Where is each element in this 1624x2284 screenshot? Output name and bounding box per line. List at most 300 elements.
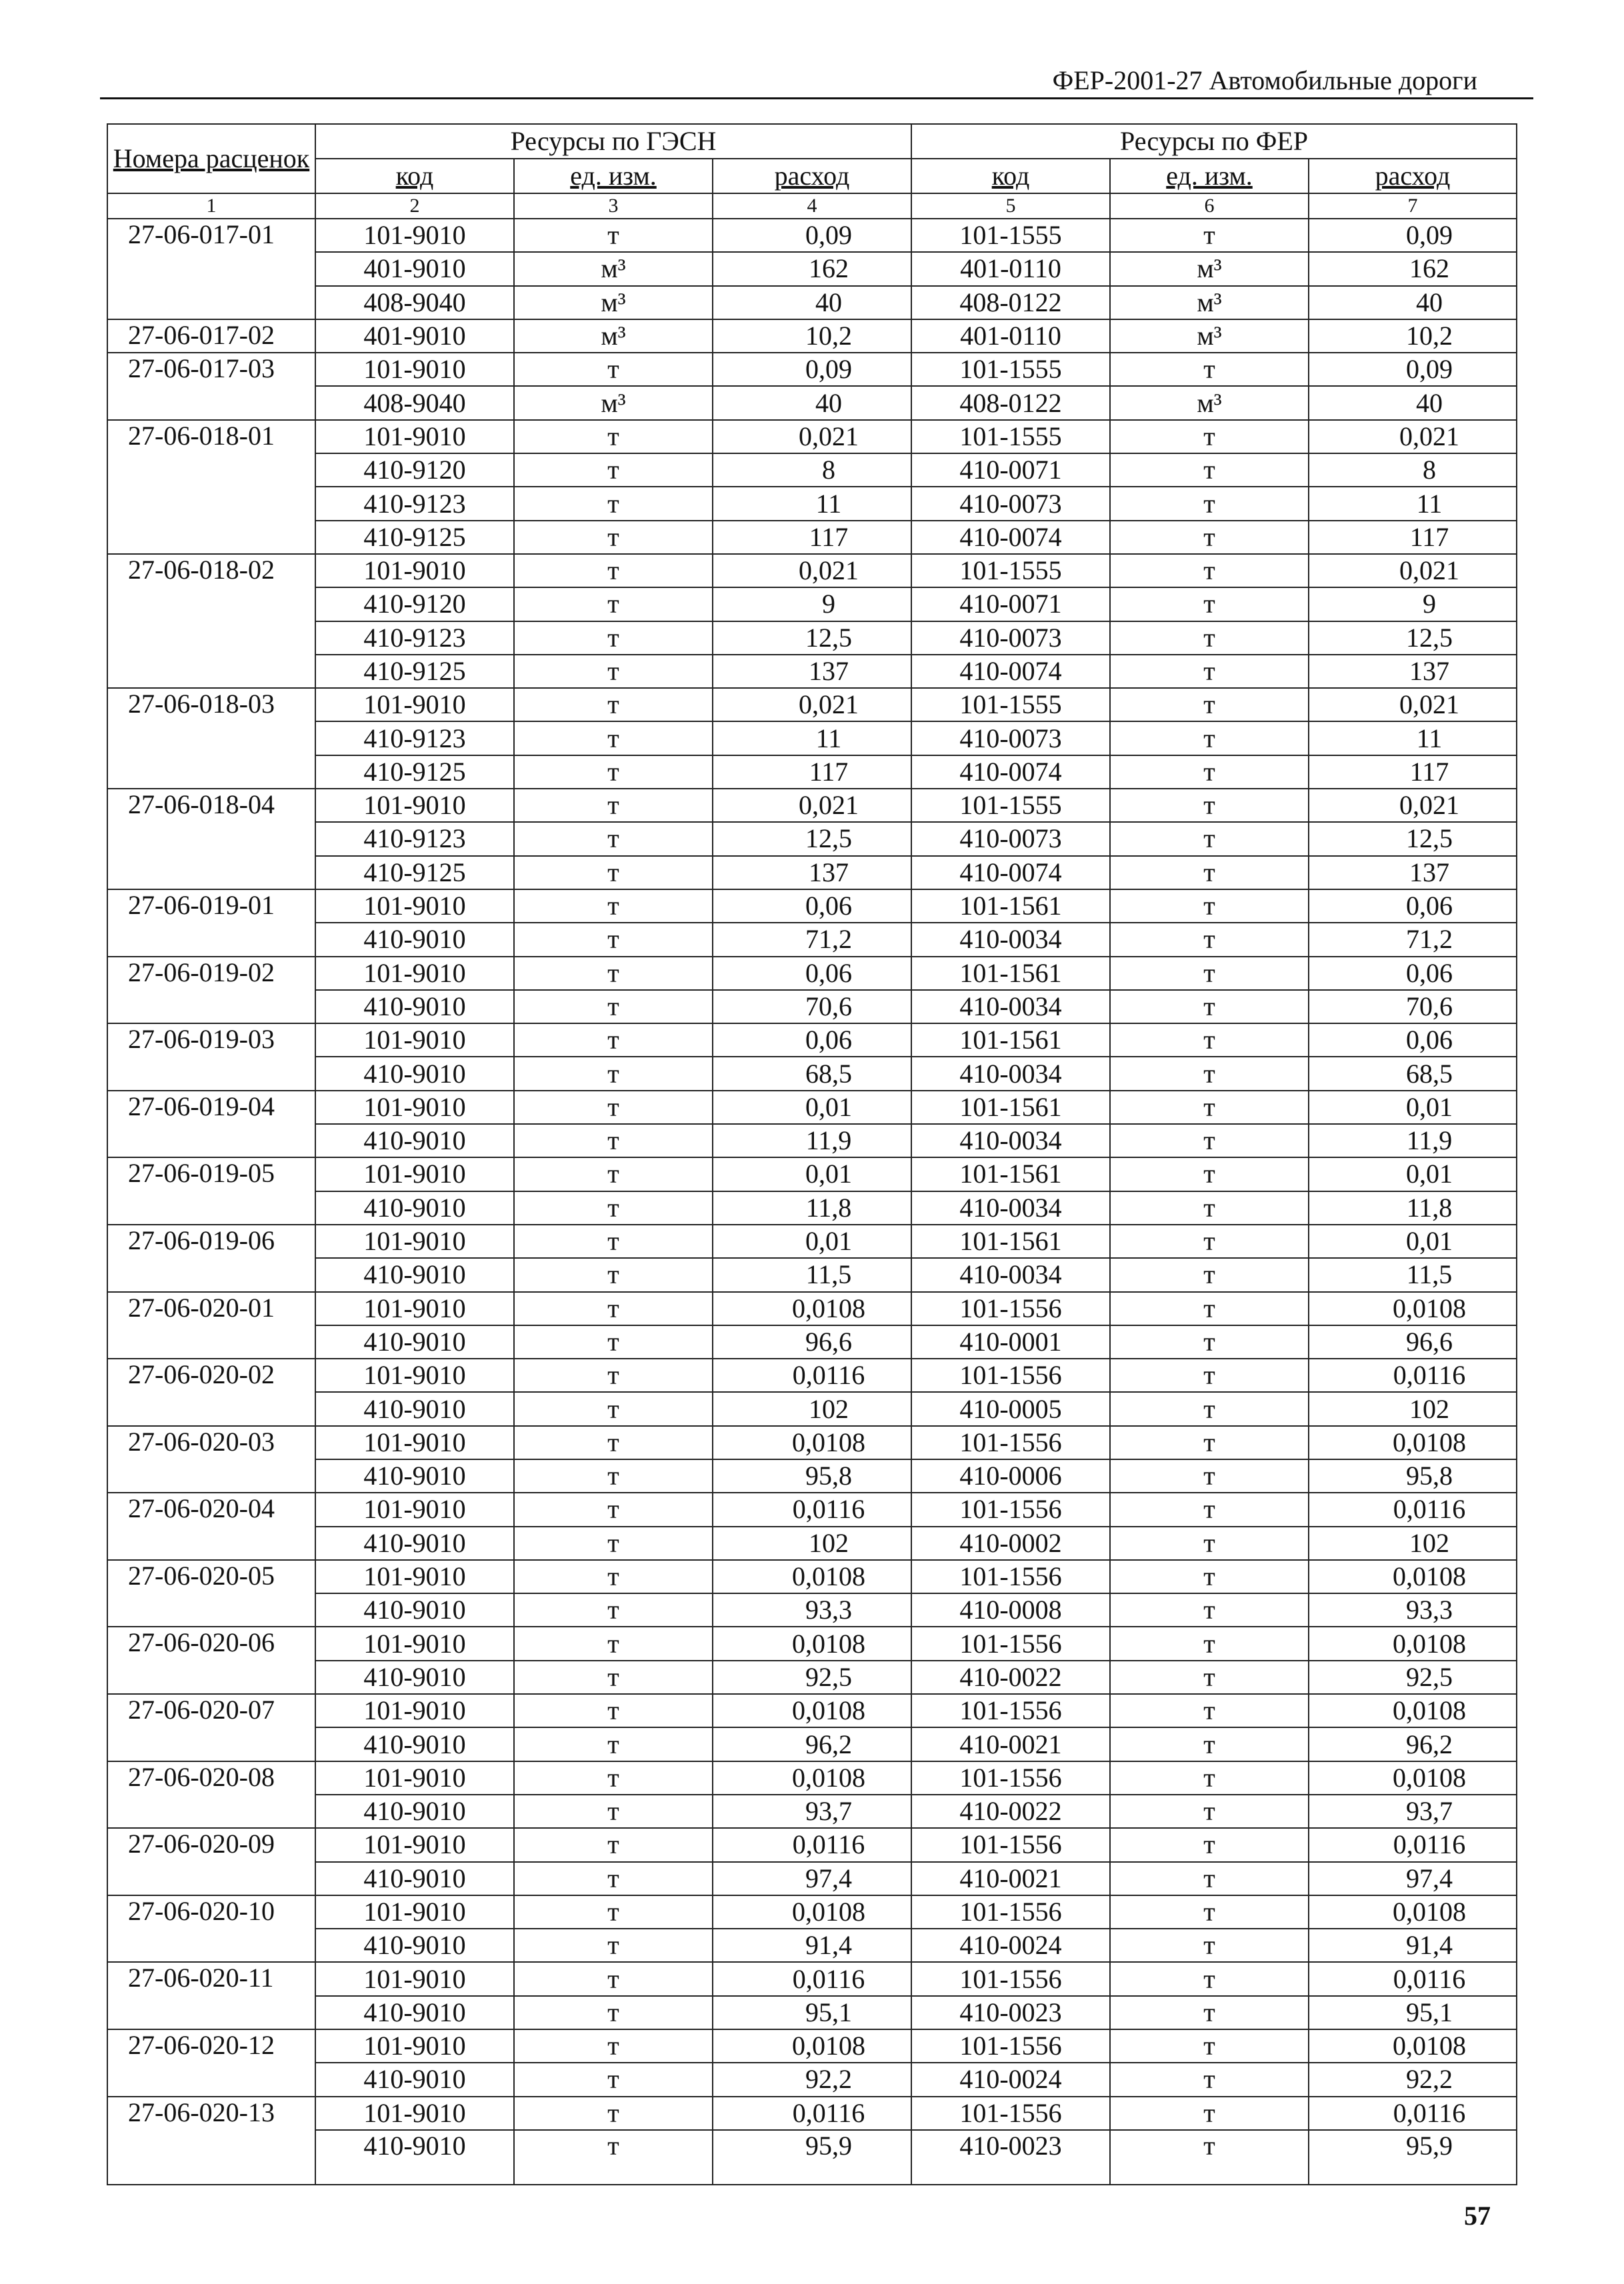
gesn-code-cell: 410-9010	[315, 1459, 514, 1493]
fer-unit-cell: м³	[1110, 319, 1309, 353]
gesn-consumption-cell: 0,021	[713, 420, 911, 453]
rate-number: 27-06-020-13	[107, 2097, 315, 2185]
fer-unit-cell: т	[1110, 1258, 1309, 1291]
fer-unit-cell: т	[1110, 1996, 1309, 2029]
fer-unit-cell: т	[1110, 856, 1309, 889]
header-row-groups	[107, 124, 1517, 159]
fer-consumption-cell: 0,06	[1309, 889, 1517, 923]
table-row	[107, 554, 1517, 587]
gesn-unit-cell: т	[514, 755, 713, 789]
gesn-unit-cell: т	[514, 1761, 713, 1795]
gesn-consumption-cell: 102	[713, 1392, 911, 1425]
column-number: 2	[315, 193, 514, 219]
gesn-code-cell: 410-9123	[315, 621, 514, 655]
gesn-consumption-cell: 0,01	[713, 1091, 911, 1124]
fer-consumption-cell: 0,0116	[1309, 2097, 1517, 2130]
table-row	[107, 889, 1517, 923]
gesn-unit-cell: т	[514, 1459, 713, 1493]
gesn-consumption-cell: 68,5	[713, 1057, 911, 1090]
fer-code-cell: 410-0071	[911, 453, 1110, 487]
gesn-consumption-cell: 0,021	[713, 789, 911, 822]
fer-code-cell: 101-1556	[911, 1292, 1110, 1325]
fer-unit-cell: т	[1110, 1962, 1309, 1995]
gesn-unit-cell: т	[514, 2029, 713, 2063]
fer-code-cell: 101-1556	[911, 1493, 1110, 1526]
rate-number: 27-06-020-05	[107, 1560, 315, 1627]
gesn-consumption-cell: 92,2	[713, 2063, 911, 2096]
header-fer-unit: ед. изм.	[1110, 159, 1309, 193]
gesn-consumption-cell: 0,01	[713, 1225, 911, 1258]
gesn-code-cell: 101-9010	[315, 1761, 514, 1795]
table-row	[107, 487, 1517, 520]
gesn-unit-cell: т	[514, 655, 713, 688]
gesn-code-cell: 410-9123	[315, 721, 514, 755]
rate-number: 27-06-020-07	[107, 1694, 315, 1761]
fer-consumption-cell: 117	[1309, 755, 1517, 789]
table-row	[107, 1359, 1517, 1392]
gesn-code-cell: 101-9010	[315, 1225, 514, 1258]
gesn-unit-cell: т	[514, 1593, 713, 1627]
fer-code-cell: 410-0023	[911, 1996, 1110, 2029]
table-row	[107, 2063, 1517, 2096]
fer-consumption-cell: 0,021	[1309, 554, 1517, 587]
fer-consumption-cell: 0,0108	[1309, 1426, 1517, 1459]
gesn-unit-cell: т	[514, 1325, 713, 1359]
fer-consumption-cell: 0,0108	[1309, 1560, 1517, 1593]
fer-code-cell: 410-0024	[911, 1929, 1110, 1962]
gesn-code-cell: 410-9010	[315, 1862, 514, 1895]
gesn-consumption-cell: 0,0108	[713, 1426, 911, 1459]
rate-number: 27-06-020-10	[107, 1895, 315, 1963]
column-number: 6	[1110, 193, 1309, 219]
fer-unit-cell: т	[1110, 889, 1309, 923]
fer-code-cell: 410-0034	[911, 1258, 1110, 1291]
gesn-code-cell: 410-9010	[315, 1124, 514, 1157]
fer-consumption-cell: 68,5	[1309, 1057, 1517, 1090]
gesn-consumption-cell: 0,0108	[713, 1895, 911, 1929]
fer-consumption-cell: 0,0108	[1309, 1761, 1517, 1795]
table-row	[107, 1862, 1517, 1895]
fer-consumption-cell: 102	[1309, 1392, 1517, 1425]
rate-number: 27-06-019-03	[107, 1023, 315, 1091]
gesn-unit-cell: т	[514, 1124, 713, 1157]
gesn-consumption-cell: 0,01	[713, 1157, 911, 1191]
fer-code-cell: 101-1556	[911, 1694, 1110, 1727]
rate-number: 27-06-020-06	[107, 1627, 315, 1694]
fer-unit-cell: м³	[1110, 286, 1309, 319]
gesn-code-cell: 401-9010	[315, 252, 514, 285]
gesn-code-cell: 410-9010	[315, 923, 514, 956]
gesn-unit-cell: т	[514, 1996, 713, 2029]
gesn-unit-cell: т	[514, 1895, 713, 1929]
gesn-consumption-cell: 0,0116	[713, 1359, 911, 1392]
table-row	[107, 1325, 1517, 1359]
fer-unit-cell: т	[1110, 1560, 1309, 1593]
header-gesn-code: код	[315, 159, 514, 193]
table-row	[107, 721, 1517, 755]
rate-number: 27-06-017-02	[107, 319, 315, 353]
header-divider	[100, 97, 1533, 99]
fer-code-cell: 401-0110	[911, 252, 1110, 285]
table-row	[107, 1157, 1517, 1191]
fer-code-cell: 101-1555	[911, 789, 1110, 822]
fer-code-cell: 101-1556	[911, 1962, 1110, 1995]
gesn-code-cell: 410-9010	[315, 1191, 514, 1225]
fer-consumption-cell: 8	[1309, 453, 1517, 487]
table-row	[107, 1560, 1517, 1593]
table-row	[107, 1627, 1517, 1660]
rate-number: 27-06-020-04	[107, 1493, 315, 1560]
rate-number: 27-06-017-01	[107, 219, 315, 319]
fer-unit-cell: т	[1110, 1694, 1309, 1727]
rate-number: 27-06-017-03	[107, 353, 315, 420]
gesn-unit-cell: м³	[514, 386, 713, 419]
gesn-code-cell: 101-9010	[315, 1426, 514, 1459]
fer-code-cell: 101-1556	[911, 2029, 1110, 2063]
fer-code-cell: 410-0021	[911, 1862, 1110, 1895]
fer-unit-cell: т	[1110, 621, 1309, 655]
gesn-code-cell: 410-9125	[315, 755, 514, 789]
gesn-consumption-cell: 0,0116	[713, 1493, 911, 1526]
fer-unit-cell: т	[1110, 990, 1309, 1023]
gesn-code-cell: 101-9010	[315, 1694, 514, 1727]
fer-unit-cell: т	[1110, 2130, 1309, 2185]
fer-consumption-cell: 11,5	[1309, 1258, 1517, 1291]
fer-unit-cell: т	[1110, 1191, 1309, 1225]
fer-code-cell: 410-0023	[911, 2130, 1110, 2185]
fer-code-cell: 101-1556	[911, 2097, 1110, 2130]
gesn-code-cell: 101-9010	[315, 1962, 514, 1995]
gesn-consumption-cell: 11,5	[713, 1258, 911, 1291]
table-row	[107, 1593, 1517, 1627]
table-row	[107, 1426, 1517, 1459]
table-row	[107, 386, 1517, 419]
table-row	[107, 1996, 1517, 2029]
fer-code-cell: 101-1556	[911, 1828, 1110, 1861]
gesn-unit-cell: т	[514, 1091, 713, 1124]
gesn-consumption-cell: 0,0116	[713, 2097, 911, 2130]
fer-code-cell: 410-0071	[911, 587, 1110, 621]
gesn-unit-cell: т	[514, 1191, 713, 1225]
header-rate-numbers-label: Номера расценок	[113, 143, 310, 173]
gesn-consumption-cell: 0,0108	[713, 1761, 911, 1795]
gesn-code-cell: 101-9010	[315, 1560, 514, 1593]
gesn-unit-cell: т	[514, 621, 713, 655]
fer-consumption-cell: 91,4	[1309, 1929, 1517, 1962]
table-row	[107, 1191, 1517, 1225]
fer-unit-cell: т	[1110, 688, 1309, 721]
fer-consumption-cell: 0,0108	[1309, 1895, 1517, 1929]
table-row	[107, 1225, 1517, 1258]
gesn-unit-cell: т	[514, 1828, 713, 1861]
table-row	[107, 453, 1517, 487]
gesn-code-cell: 410-9010	[315, 1325, 514, 1359]
gesn-unit-cell: т	[514, 353, 713, 386]
gesn-consumption-cell: 0,0108	[713, 1627, 911, 1660]
gesn-unit-cell: т	[514, 1560, 713, 1593]
gesn-consumption-cell: 0,0108	[713, 1694, 911, 1727]
fer-consumption-cell: 11,8	[1309, 1191, 1517, 1225]
gesn-consumption-cell: 162	[713, 252, 911, 285]
fer-unit-cell: т	[1110, 1761, 1309, 1795]
fer-unit-cell: т	[1110, 1325, 1309, 1359]
gesn-code-cell: 410-9010	[315, 1392, 514, 1425]
table-row	[107, 1023, 1517, 1057]
gesn-unit-cell: т	[514, 1727, 713, 1761]
gesn-unit-cell: т	[514, 789, 713, 822]
fer-unit-cell: т	[1110, 554, 1309, 587]
gesn-consumption-cell: 97,4	[713, 1862, 911, 1895]
table-row	[107, 1661, 1517, 1694]
fer-consumption-cell: 11	[1309, 487, 1517, 520]
table-row	[107, 1929, 1517, 1962]
gesn-consumption-cell: 0,06	[713, 1023, 911, 1057]
fer-consumption-cell: 102	[1309, 1527, 1517, 1560]
fer-unit-cell: т	[1110, 453, 1309, 487]
gesn-consumption-cell: 0,021	[713, 688, 911, 721]
header-fer-consumption: расход	[1309, 159, 1517, 193]
fer-code-cell: 101-1556	[911, 1560, 1110, 1593]
table-row	[107, 1761, 1517, 1795]
fer-consumption-cell: 40	[1309, 286, 1517, 319]
fer-consumption-cell: 97,4	[1309, 1862, 1517, 1895]
gesn-consumption-cell: 96,6	[713, 1325, 911, 1359]
fer-code-cell: 410-0034	[911, 1191, 1110, 1225]
fer-unit-cell: т	[1110, 957, 1309, 990]
gesn-code-cell: 101-9010	[315, 2097, 514, 2130]
fer-consumption-cell: 0,01	[1309, 1225, 1517, 1258]
table-row	[107, 621, 1517, 655]
fer-consumption-cell: 137	[1309, 655, 1517, 688]
fer-code-cell: 408-0122	[911, 386, 1110, 419]
gesn-consumption-cell: 0,09	[713, 219, 911, 252]
column-number-row	[107, 193, 1517, 219]
fer-unit-cell: т	[1110, 1527, 1309, 1560]
gesn-unit-cell: м³	[514, 286, 713, 319]
gesn-consumption-cell: 95,8	[713, 1459, 911, 1493]
header-row-columns	[107, 159, 1517, 193]
fer-unit-cell: т	[1110, 1493, 1309, 1526]
header-gesn-consumption: расход	[713, 159, 911, 193]
table-row	[107, 2029, 1517, 2063]
gesn-unit-cell: т	[514, 1426, 713, 1459]
table-row	[107, 655, 1517, 688]
fer-code-cell: 101-1561	[911, 1157, 1110, 1191]
gesn-consumption-cell: 93,7	[713, 1795, 911, 1828]
gesn-code-cell: 101-9010	[315, 1627, 514, 1660]
gesn-consumption-cell: 8	[713, 453, 911, 487]
table-row	[107, 1057, 1517, 1090]
column-number: 3	[514, 193, 713, 219]
gesn-code-cell: 101-9010	[315, 554, 514, 587]
gesn-unit-cell: т	[514, 453, 713, 487]
fer-unit-cell: т	[1110, 1057, 1309, 1090]
gesn-unit-cell: т	[514, 2063, 713, 2096]
fer-code-cell: 410-0074	[911, 755, 1110, 789]
table-row	[107, 286, 1517, 319]
fer-consumption-cell: 0,0108	[1309, 1627, 1517, 1660]
gesn-unit-cell: т	[514, 889, 713, 923]
fer-code-cell: 410-0006	[911, 1459, 1110, 1493]
fer-consumption-cell: 70,6	[1309, 990, 1517, 1023]
table-row	[107, 319, 1517, 353]
fer-code-cell: 401-0110	[911, 319, 1110, 353]
fer-unit-cell: т	[1110, 721, 1309, 755]
fer-consumption-cell: 0,01	[1309, 1157, 1517, 1191]
gesn-code-cell: 410-9125	[315, 655, 514, 688]
table-row	[107, 2130, 1517, 2185]
fer-code-cell: 410-0034	[911, 1057, 1110, 1090]
fer-unit-cell: т	[1110, 1292, 1309, 1325]
fer-code-cell: 410-0074	[911, 521, 1110, 554]
gesn-consumption-cell: 10,2	[713, 319, 911, 353]
fer-code-cell: 101-1556	[911, 1761, 1110, 1795]
gesn-code-cell: 408-9040	[315, 286, 514, 319]
fer-consumption-cell: 92,2	[1309, 2063, 1517, 2096]
gesn-code-cell: 410-9120	[315, 453, 514, 487]
fer-unit-cell: т	[1110, 1091, 1309, 1124]
rate-number: 27-06-020-03	[107, 1426, 315, 1493]
gesn-unit-cell: т	[514, 420, 713, 453]
gesn-unit-cell: т	[514, 1057, 713, 1090]
fer-consumption-cell: 0,021	[1309, 688, 1517, 721]
fer-unit-cell: т	[1110, 789, 1309, 822]
fer-consumption-cell: 11,9	[1309, 1124, 1517, 1157]
page-header-title: ФЕР-2001-27 Автомобильные дороги	[1052, 65, 1477, 95]
fer-consumption-cell: 0,01	[1309, 1091, 1517, 1124]
gesn-unit-cell: т	[514, 721, 713, 755]
gesn-code-cell: 101-9010	[315, 688, 514, 721]
page-number: 57	[1464, 2201, 1491, 2231]
rate-number: 27-06-020-08	[107, 1761, 315, 1829]
gesn-unit-cell: т	[514, 521, 713, 554]
rate-number: 27-06-019-01	[107, 889, 315, 957]
gesn-code-cell: 410-9120	[315, 587, 514, 621]
gesn-consumption-cell: 137	[713, 856, 911, 889]
gesn-code-cell: 101-9010	[315, 1091, 514, 1124]
fer-consumption-cell: 95,1	[1309, 1996, 1517, 2029]
fer-consumption-cell: 93,7	[1309, 1795, 1517, 1828]
gesn-consumption-cell: 0,0108	[713, 2029, 911, 2063]
fer-code-cell: 408-0122	[911, 286, 1110, 319]
rate-number: 27-06-018-02	[107, 554, 315, 688]
table-row	[107, 1795, 1517, 1828]
fer-consumption-cell: 93,3	[1309, 1593, 1517, 1627]
gesn-unit-cell: т	[514, 856, 713, 889]
fer-unit-cell: т	[1110, 353, 1309, 386]
table-body	[107, 219, 1517, 2185]
gesn-consumption-cell: 11	[713, 487, 911, 520]
fer-unit-cell: т	[1110, 755, 1309, 789]
fer-consumption-cell: 0,0116	[1309, 1359, 1517, 1392]
gesn-unit-cell: т	[514, 1962, 713, 1995]
gesn-unit-cell: т	[514, 587, 713, 621]
gesn-consumption-cell: 11,8	[713, 1191, 911, 1225]
gesn-consumption-cell: 93,3	[713, 1593, 911, 1627]
table-row	[107, 353, 1517, 386]
table-row	[107, 822, 1517, 855]
rate-number: 27-06-020-02	[107, 1359, 315, 1426]
fer-unit-cell: т	[1110, 1661, 1309, 1694]
gesn-consumption-cell: 117	[713, 755, 911, 789]
rate-number: 27-06-019-02	[107, 957, 315, 1024]
header-fer-code: код	[911, 159, 1110, 193]
gesn-consumption-cell: 95,1	[713, 1996, 911, 2029]
gesn-unit-cell: т	[514, 1292, 713, 1325]
gesn-code-cell: 410-9123	[315, 822, 514, 855]
gesn-consumption-cell: 0,0116	[713, 1828, 911, 1861]
fer-code-cell: 410-0022	[911, 1661, 1110, 1694]
gesn-code-cell: 101-9010	[315, 2029, 514, 2063]
fer-unit-cell: т	[1110, 1895, 1309, 1929]
gesn-consumption-cell: 91,4	[713, 1929, 911, 1962]
fer-unit-cell: т	[1110, 2029, 1309, 2063]
fer-unit-cell: т	[1110, 1828, 1309, 1861]
fer-unit-cell: т	[1110, 2097, 1309, 2130]
gesn-code-cell: 101-9010	[315, 1157, 514, 1191]
fer-consumption-cell: 96,2	[1309, 1727, 1517, 1761]
gesn-unit-cell: т	[514, 1359, 713, 1392]
gesn-code-cell: 101-9010	[315, 1895, 514, 1929]
gesn-unit-cell: т	[514, 1392, 713, 1425]
fer-unit-cell: т	[1110, 1124, 1309, 1157]
fer-consumption-cell: 137	[1309, 856, 1517, 889]
gesn-code-cell: 408-9040	[315, 386, 514, 419]
fer-code-cell: 101-1556	[911, 1359, 1110, 1392]
table-row	[107, 1828, 1517, 1861]
gesn-code-cell: 101-9010	[315, 1828, 514, 1861]
gesn-unit-cell: т	[514, 990, 713, 1023]
fer-unit-cell: т	[1110, 1392, 1309, 1425]
fer-unit-cell: т	[1110, 1627, 1309, 1660]
table-row	[107, 1392, 1517, 1425]
column-number: 4	[713, 193, 911, 219]
fer-unit-cell: т	[1110, 1862, 1309, 1895]
fer-code-cell: 101-1561	[911, 957, 1110, 990]
gesn-code-cell: 101-9010	[315, 1292, 514, 1325]
fer-unit-cell: т	[1110, 1795, 1309, 1828]
gesn-code-cell: 410-9010	[315, 1527, 514, 1560]
fer-code-cell: 101-1555	[911, 688, 1110, 721]
gesn-unit-cell: т	[514, 1225, 713, 1258]
gesn-consumption-cell: 0,06	[713, 957, 911, 990]
fer-code-cell: 410-0022	[911, 1795, 1110, 1828]
gesn-code-cell: 410-9010	[315, 1661, 514, 1694]
fer-consumption-cell: 12,5	[1309, 822, 1517, 855]
table-row	[107, 789, 1517, 822]
fer-unit-cell: м³	[1110, 252, 1309, 285]
fer-consumption-cell: 0,09	[1309, 353, 1517, 386]
fer-code-cell: 410-0074	[911, 655, 1110, 688]
fer-code-cell: 101-1561	[911, 1091, 1110, 1124]
gesn-consumption-cell: 11,9	[713, 1124, 911, 1157]
fer-consumption-cell: 0,0108	[1309, 2029, 1517, 2063]
table-row	[107, 521, 1517, 554]
fer-unit-cell: т	[1110, 1929, 1309, 1962]
gesn-code-cell: 101-9010	[315, 353, 514, 386]
fer-consumption-cell: 11	[1309, 721, 1517, 755]
gesn-consumption-cell: 12,5	[713, 822, 911, 855]
fer-code-cell: 101-1555	[911, 554, 1110, 587]
table-row	[107, 252, 1517, 285]
table-row	[107, 420, 1517, 453]
fer-code-cell: 410-0073	[911, 721, 1110, 755]
fer-code-cell: 101-1555	[911, 353, 1110, 386]
fer-code-cell: 410-0034	[911, 1124, 1110, 1157]
table-row	[107, 856, 1517, 889]
gesn-code-cell: 410-9010	[315, 1593, 514, 1627]
gesn-unit-cell: т	[514, 1258, 713, 1291]
